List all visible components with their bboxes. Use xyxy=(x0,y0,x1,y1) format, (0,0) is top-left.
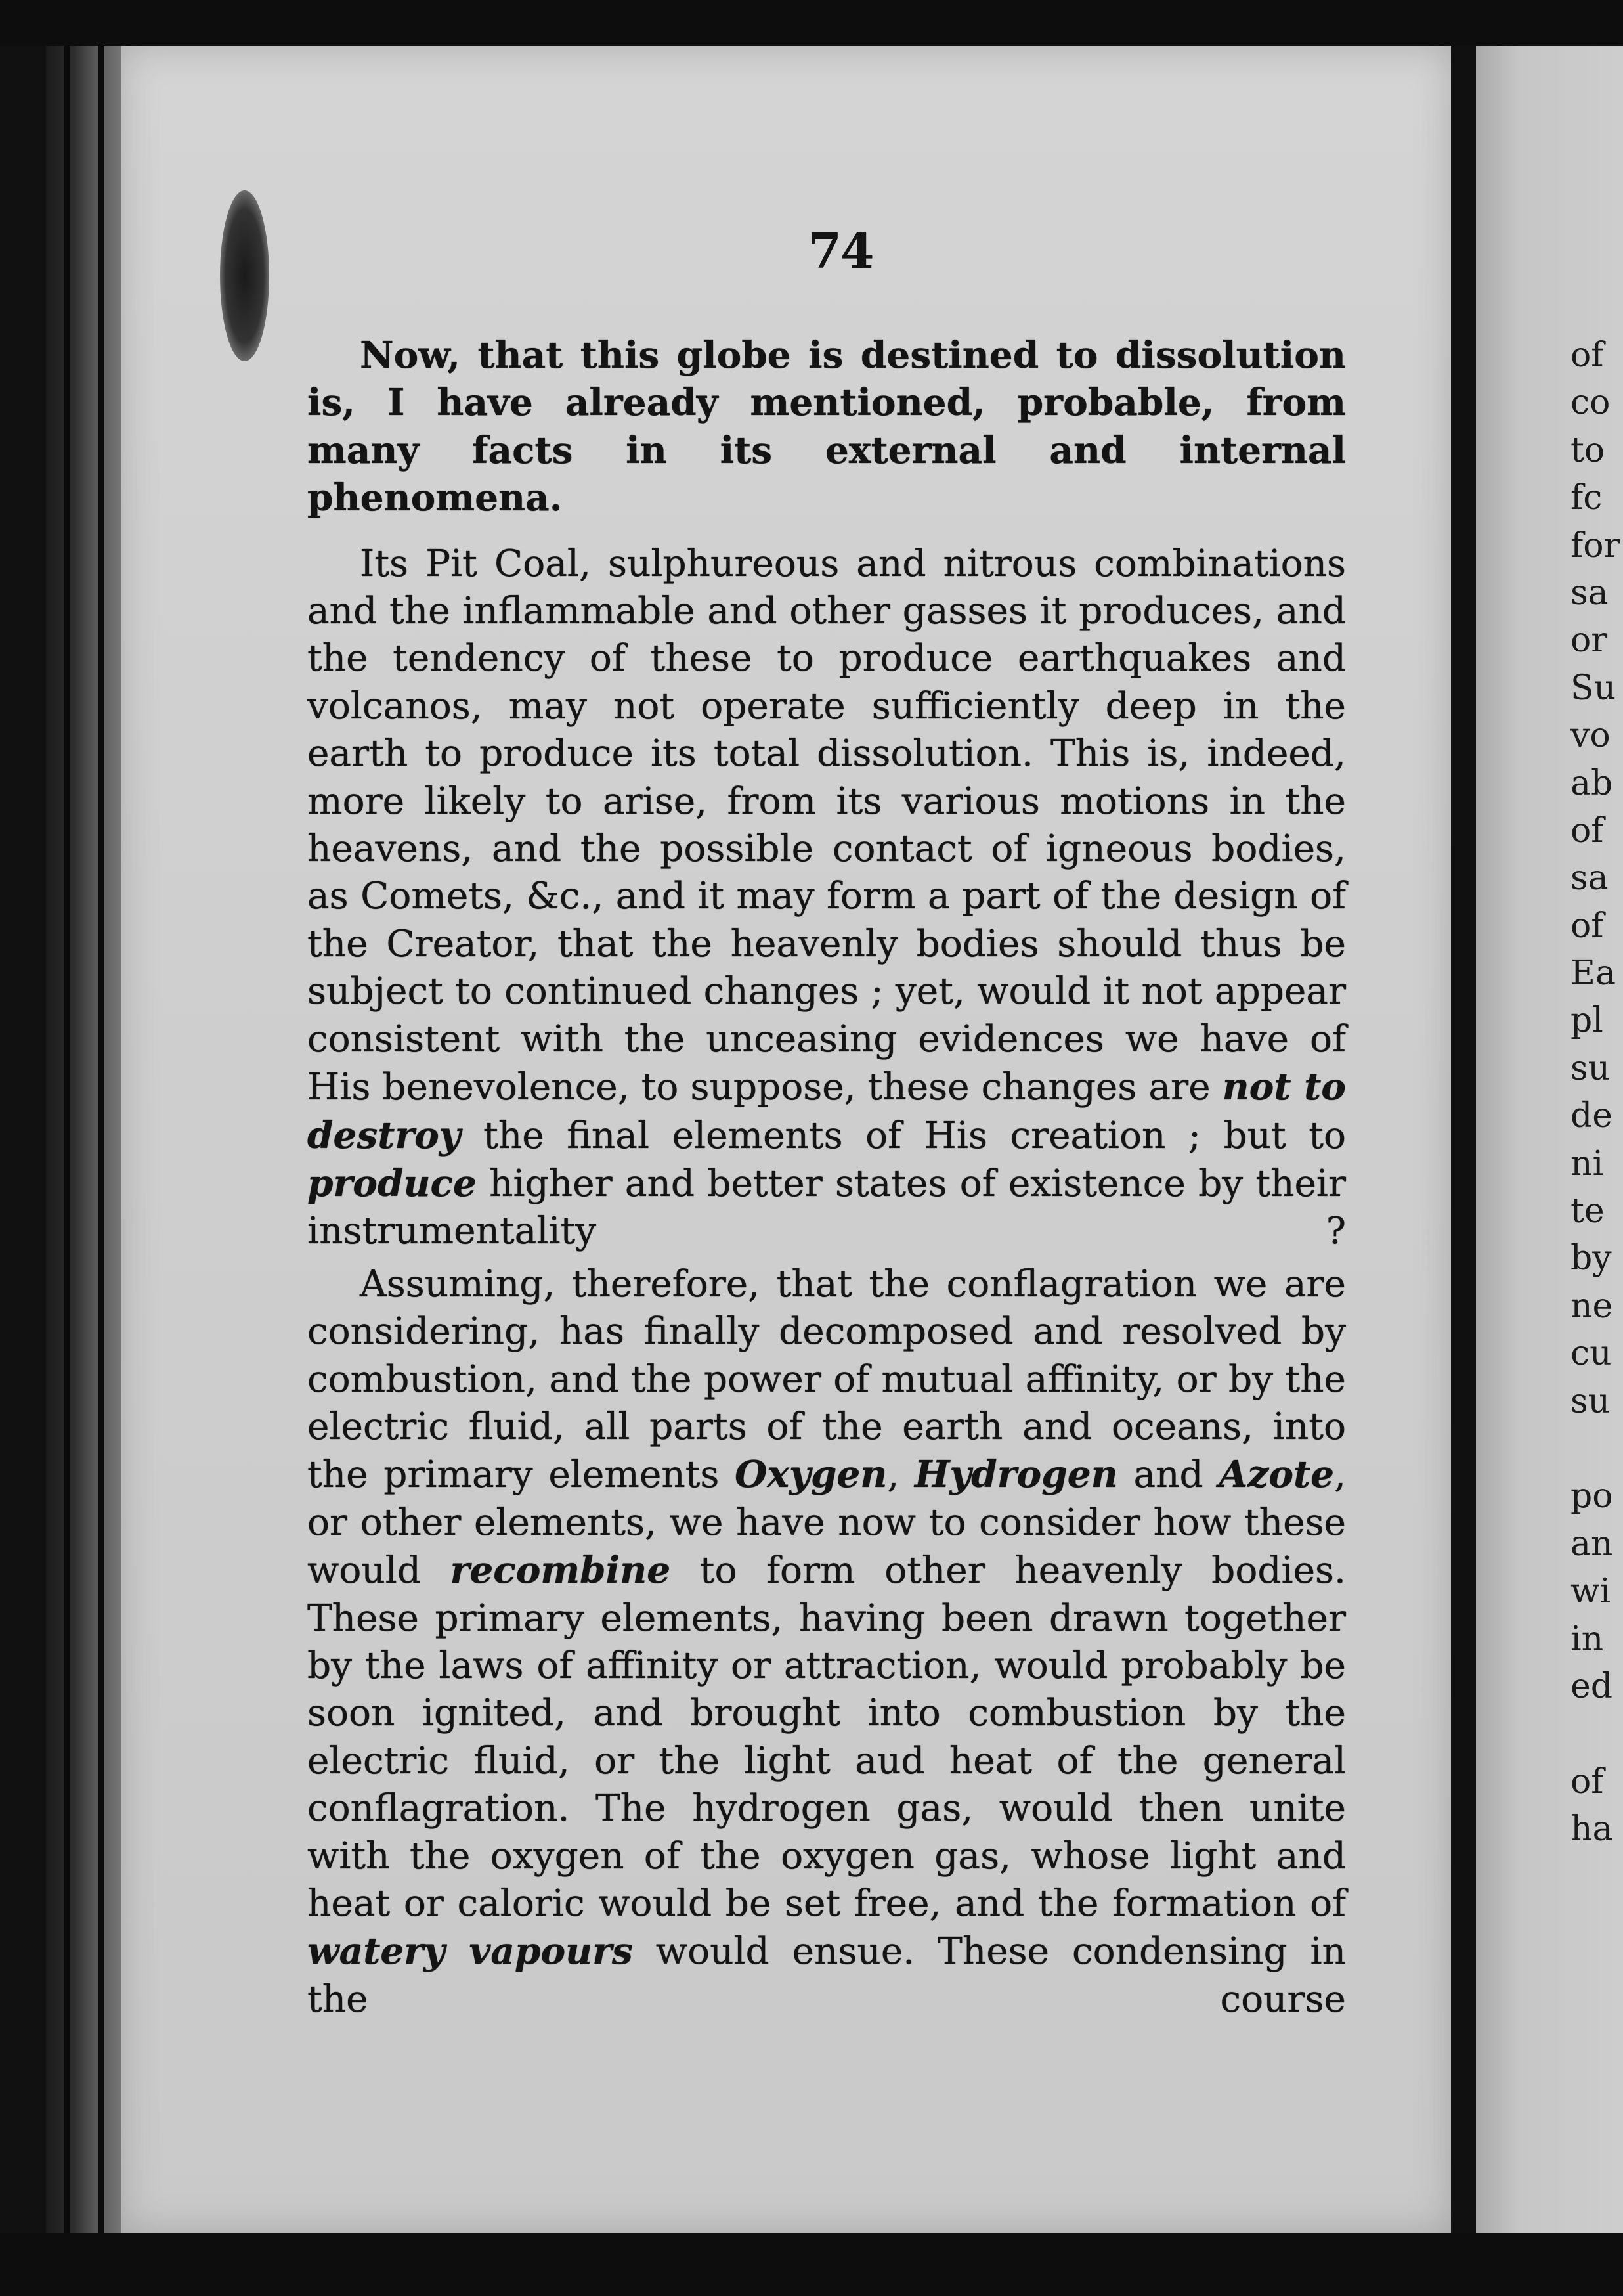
facing-page-fragment: of xyxy=(1570,1761,1604,1801)
text-run: would ensue. These condensing in the course xyxy=(307,1930,1347,2021)
facing-page-fragment: ne xyxy=(1570,1286,1613,1326)
facing-page-fragment: sa xyxy=(1570,858,1609,898)
emphasized-text: Hydrogen xyxy=(915,1453,1118,1497)
facing-page-fragment: wi xyxy=(1570,1572,1611,1612)
body-text xyxy=(307,332,1346,2023)
facing-page-fragment: Ea xyxy=(1570,954,1616,994)
fragment-spacer xyxy=(1570,1710,1623,1757)
emphasized-text: Azote xyxy=(1219,1453,1335,1497)
facing-page-fragment: co xyxy=(1570,383,1611,423)
text-run: higher and better states of existence by their instrumentality ? xyxy=(307,1162,1346,1253)
facing-page-fragment: or xyxy=(1570,621,1608,661)
facing-page-fragment: an xyxy=(1570,1524,1613,1564)
paragraph xyxy=(307,332,1346,522)
facing-page-fragment: fc xyxy=(1570,478,1603,518)
scan-border-bottom xyxy=(0,2233,1623,2296)
ink-blot xyxy=(220,190,269,361)
facing-page-fragment: ha xyxy=(1570,1809,1613,1849)
facing-page-fragment: ab xyxy=(1570,763,1613,803)
facing-page-fragment: of xyxy=(1570,906,1604,946)
facing-page-fragment: in xyxy=(1570,1619,1604,1659)
emphasized-text: not to destroy xyxy=(307,1065,1346,1157)
emphasized-text: produce xyxy=(307,1161,477,1205)
book-binding xyxy=(46,46,125,2233)
scan-border-top xyxy=(0,0,1623,46)
facing-page-fragment: Su xyxy=(1570,668,1616,708)
emphasized-text: recombine xyxy=(450,1549,671,1593)
binding-line xyxy=(98,46,104,2233)
text-run: Now, that this globe is destined to dissolution is, I have already mentioned, probable, from many facts in its external and internal phenomena. xyxy=(307,334,1346,520)
facing-page-fragment: to xyxy=(1570,430,1605,470)
facing-page-text-fragments xyxy=(1570,332,1623,1853)
text-run: and xyxy=(1117,1453,1219,1497)
facing-page-fragment: sa xyxy=(1570,573,1609,613)
page-gutter xyxy=(1451,46,1476,2233)
facing-page-fragment: de xyxy=(1570,1096,1613,1136)
text-run: Its Pit Coal, sulphureous and nitrous combinations and the inflammable and other gasses it produces, and the tendency of these to produce earthquakes and volcanos, may not operate sufficiently deep in the earth to produce its total dissolution. This is, indeed, more likely to arise, from its various motions in the heavens, and the possible contact of igneous bodies, as Comets, &c., and it may form a part of the design of the Creator, that the heavenly bodies should thus be subject to continued changes ; yet, would it not appear consistent with the unceasing evidences we have of His benevolence, to suppose, these changes are xyxy=(307,542,1346,1109)
emphasized-text: Oxygen xyxy=(735,1453,888,1497)
paragraph xyxy=(307,1261,1346,2024)
emphasized-text: watery vapours xyxy=(307,1930,633,1974)
facing-page-fragment: ed xyxy=(1570,1666,1613,1706)
text-run: Assuming, therefore, that the conflagration we are considering, has finally decomposed and resolved by combustion, and the power of mutual affinity, or by the electric fluid, all parts of the earth and oceans, into the primary elements xyxy=(307,1262,1346,1497)
facing-page-fragment: po xyxy=(1570,1476,1613,1516)
binding-line xyxy=(64,46,70,2233)
facing-page-fragment: of xyxy=(1570,810,1604,850)
text-run: , xyxy=(887,1453,915,1497)
facing-page-fragment: pl xyxy=(1570,1001,1603,1041)
facing-page-fragment: by xyxy=(1570,1239,1612,1279)
text-run: , or other elements, we have now to consider how these would xyxy=(307,1453,1347,1593)
facing-page-fragment: for xyxy=(1570,525,1620,565)
facing-page-fragment: su xyxy=(1570,1381,1611,1421)
facing-page-fragment: su xyxy=(1570,1048,1611,1088)
page-number: 74 xyxy=(808,223,873,280)
facing-page-fragment: vo xyxy=(1570,716,1611,756)
facing-page-fragment: cu xyxy=(1570,1334,1612,1374)
facing-page-fragment: te xyxy=(1570,1191,1605,1231)
text-run: to form other heavenly bodies. These primary elements, having been drawn together by the laws of affinity or attraction, would probably be soon ignited, and brought into combustion by the electric fluid, or the light aud heat of the general conflagration. The hydrogen gas, would then unite with the oxygen of the oxygen gas, whose light and heat or caloric would be set free, and the formation of xyxy=(307,1549,1346,1925)
paragraph xyxy=(307,541,1346,1256)
facing-page-fragment: of xyxy=(1570,336,1604,375)
text-run: the final elements of His creation ; but to xyxy=(460,1114,1346,1157)
facing-page-fragment: ni xyxy=(1570,1143,1604,1183)
fragment-spacer xyxy=(1570,1425,1623,1472)
